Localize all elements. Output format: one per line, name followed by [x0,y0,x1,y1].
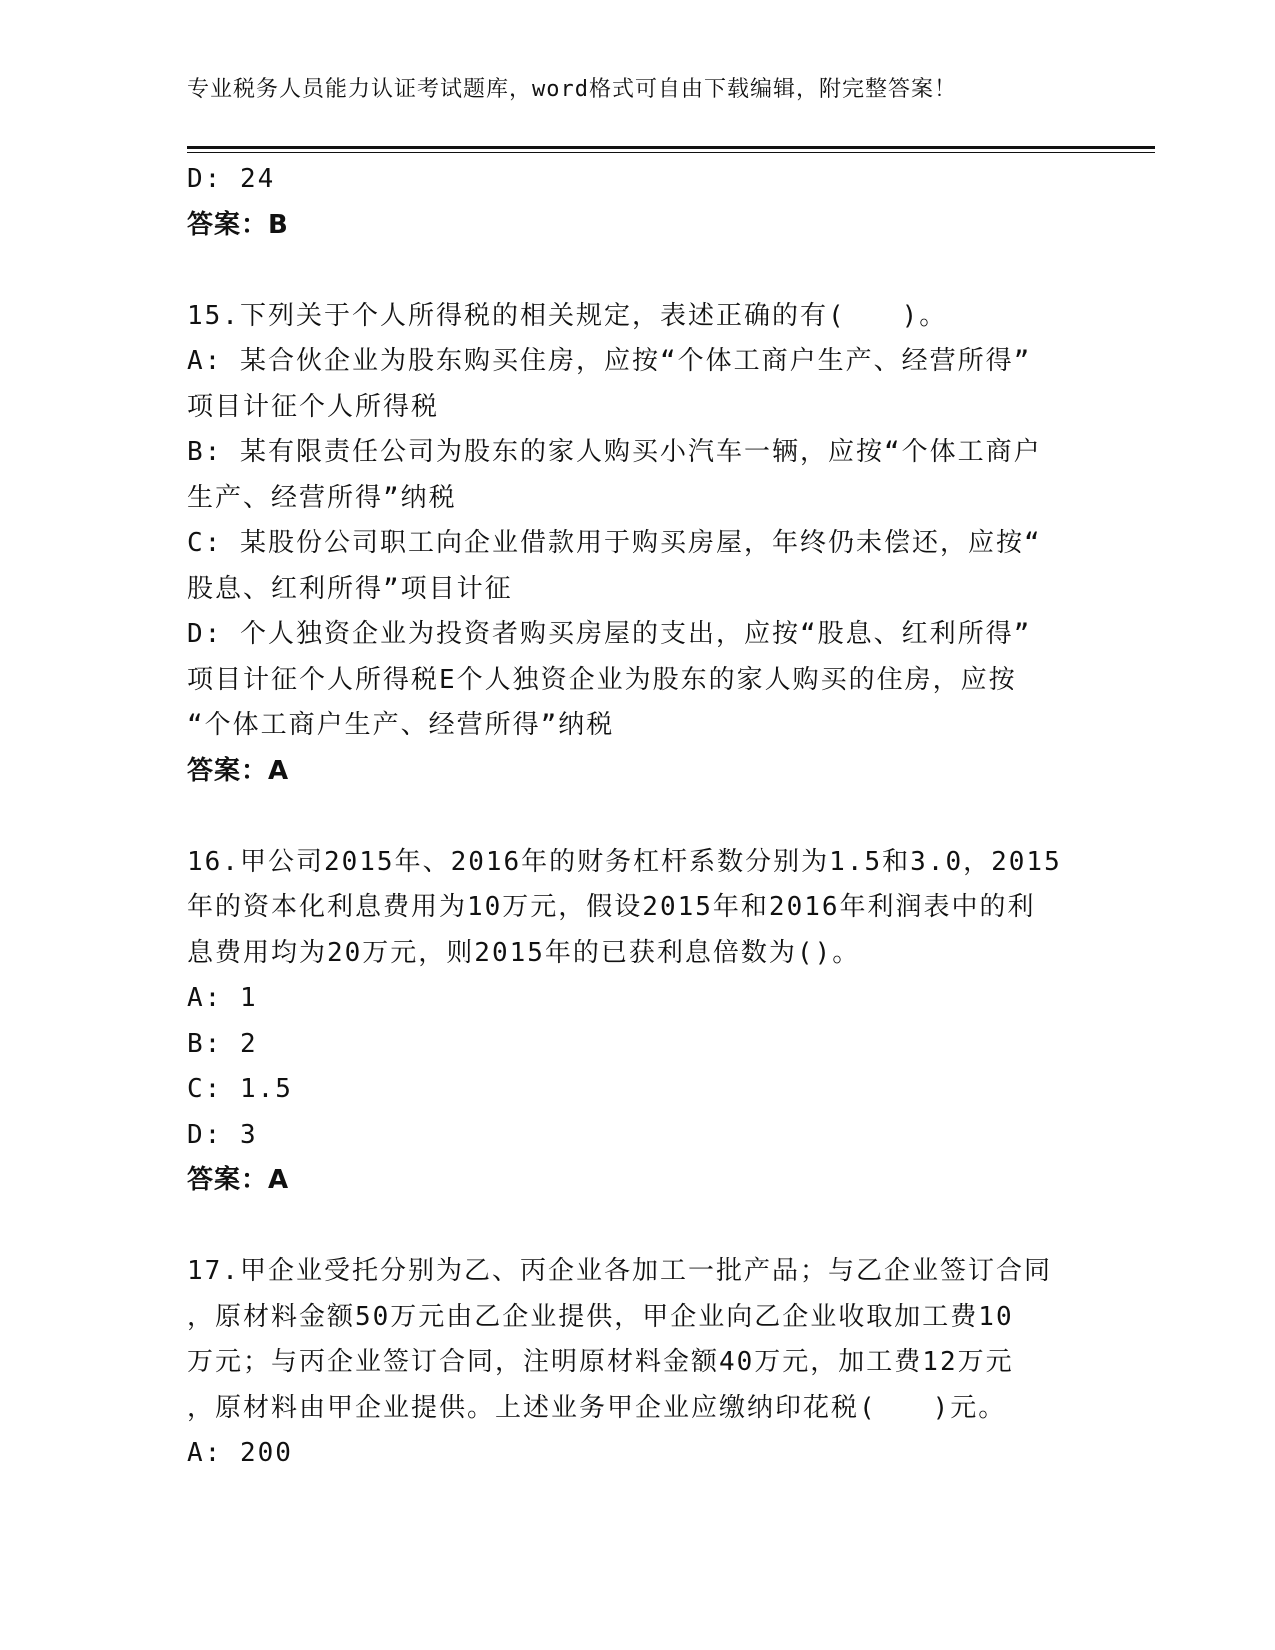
question-line: D: 3 [187,1119,258,1150]
block-gap [187,794,1087,840]
question-line: 生产、经营所得”纳税 [187,482,457,513]
question-line: A: 1 [187,983,258,1013]
block-gap [187,248,1087,294]
question-line: 16.甲公司2015年、2016年的财务杠杆系数分别为1.5和3.0，2015 [187,846,1062,877]
question-content [187,157,1087,1477]
question-line: B: 2 [187,1028,258,1059]
question-block [187,157,1087,248]
question-line: ，原材料由甲企业提供。上述业务甲企业应缴纳印花税( )元。 [187,1392,1007,1423]
question-line: 股息、红利所得”项目计征 [187,573,513,604]
question-line: ，原材料金额50万元由乙企业提供，甲企业向乙企业收取加工费10 [187,1301,1014,1332]
question-line: “个体工商户生产、经营所得”纳税 [187,710,615,740]
answer-line: 答案：A [187,755,290,786]
question-line: 万元；与丙企业签订合同，注明原材料金额40万元，加工费12万元 [187,1347,1014,1377]
question-line: C: 1.5 [187,1074,293,1104]
question-line: 15.下列关于个人所得税的相关规定，表述正确的有( )。 [187,300,948,331]
question-line: A: 某合伙企业为股东购买住房，应按“个体工商户生产、经营所得” [187,346,1032,376]
question-line: 项目计征个人所得税 [187,391,440,422]
block-gap [187,1204,1087,1250]
answer-line: 答案：B [187,209,289,240]
question-line: 项目计征个人所得税E个人独资企业为股东的家人购买的住房，应按 [187,664,1017,695]
question-line: D: 个人独资企业为投资者购买房屋的支出，应按“股息、红利所得” [187,619,1032,649]
question-block [187,294,1087,795]
header-rule-thin [187,152,1155,153]
question-line: A: 200 [187,1438,293,1468]
page-header: 专业税务人员能力认证考试题库，word格式可自由下载编辑，附完整答案！ [187,77,957,102]
question-line: 息费用均为20万元，则2015年的已获利息倍数为()。 [187,937,861,968]
header-rule-thick [187,146,1155,149]
question-block [187,840,1087,1204]
question-line: D: 24 [187,164,276,194]
question-line: B: 某有限责任公司为股东的家人购买小汽车一辆，应按“个体工商户 [187,437,1042,467]
question-block [187,1249,1087,1477]
answer-line: 答案：A [187,1165,290,1195]
question-line: 年的资本化利息费用为10万元，假设2015年和2016年利润表中的利 [187,892,1036,922]
question-line: C: 某股份公司职工向企业借款用于购买房屋，年终仍未偿还，应按“ [187,528,1042,558]
question-line: 17.甲企业受托分别为乙、丙企业各加工一批产品；与乙企业签订合同 [187,1256,1052,1286]
